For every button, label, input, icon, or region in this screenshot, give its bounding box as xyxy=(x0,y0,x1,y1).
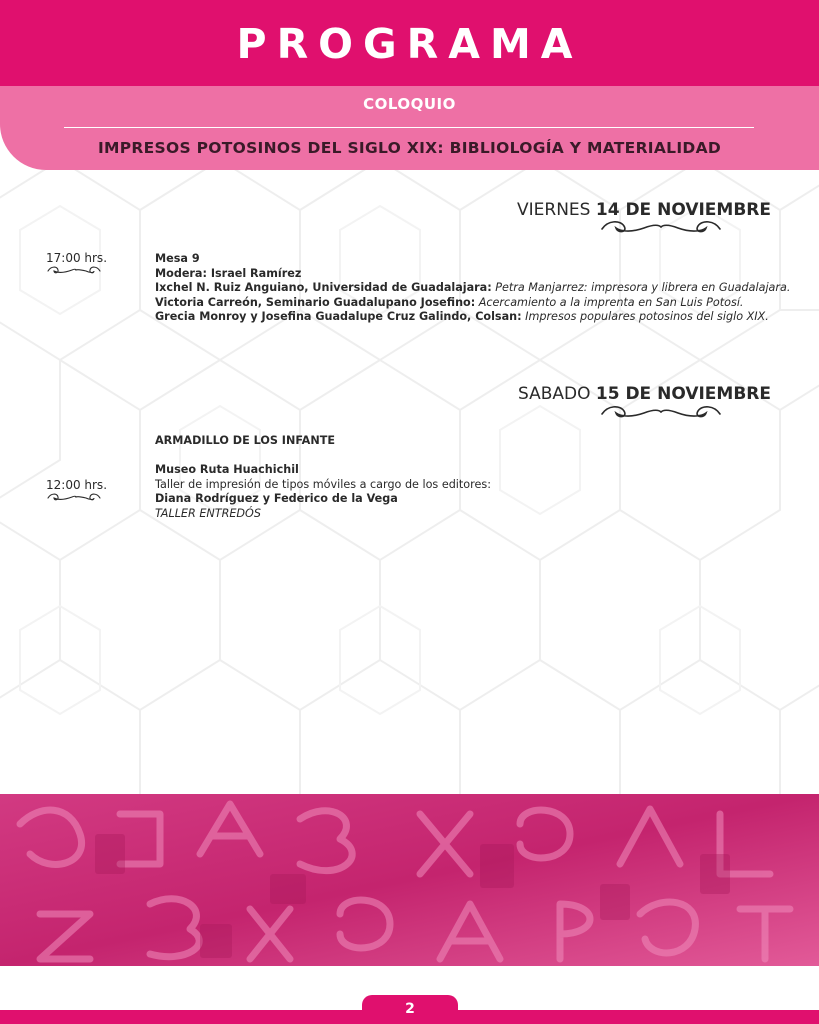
talk-title: Petra Manjarrez: impresora y librera en Guadalajara. xyxy=(495,281,791,295)
day-name: VIERNES xyxy=(517,200,591,220)
talk-speaker: Ixchel N. Ruiz Anguiano, Universidad de Guadalajara: xyxy=(155,281,492,295)
moderator: Modera: Israel Ramírez xyxy=(155,266,302,280)
activity-description: Taller de impresión de tipos móviles a cargo de los editores: xyxy=(155,477,491,491)
day-date: 14 DE NOVIEMBRE xyxy=(595,200,771,220)
editors: Diana Rodríguez y Federico de la Vega xyxy=(155,492,398,506)
organizer: TALLER ENTREDÓS xyxy=(155,506,261,520)
ornamental-flourish-icon xyxy=(600,218,722,236)
talk-speaker: Victoria Carreón, Seminario Guadalupano Josefino: xyxy=(155,295,476,309)
page-number-tab xyxy=(362,995,458,1024)
event-type-label: COLOQUIO xyxy=(363,95,456,113)
day-date: 15 DE NOVIEMBRE xyxy=(595,384,771,404)
time-flourish-icon xyxy=(46,265,102,275)
talk-speaker: Grecia Monroy y Josefina Guadalupe Cruz Galindo, Colsan: xyxy=(155,310,522,324)
day-name: SABADO xyxy=(517,384,591,404)
page-number: 2 xyxy=(405,1001,415,1017)
ornamental-flourish-icon xyxy=(600,403,722,421)
event-title: IMPRESOS POTOSINOS DEL SIGLO XIX: BIBLIOLOGÍA Y MATERIALIDAD xyxy=(97,139,722,157)
session-time: 12:00 hrs. xyxy=(46,478,108,492)
session-time: 17:00 hrs. xyxy=(46,251,108,265)
session-name: Mesa 9 xyxy=(155,252,200,265)
talk-item xyxy=(155,310,795,325)
talk-title: Impresos populares potosinos del siglo XIX. xyxy=(525,310,769,324)
talk-item xyxy=(155,281,795,296)
session-block-workshop xyxy=(155,463,795,521)
day-heading-saturday xyxy=(518,384,771,404)
session-block-mesa-9 xyxy=(155,252,795,325)
divider-line xyxy=(64,127,754,128)
page-title: PROGRAMA xyxy=(236,20,583,68)
time-flourish-icon xyxy=(46,492,102,502)
movable-type-illustration xyxy=(0,794,819,966)
header-bar xyxy=(0,0,819,86)
talk-title: Acercamiento a la imprenta en San Luis Potosí. xyxy=(478,295,744,309)
venue-name: Museo Ruta Huachichil xyxy=(155,463,299,476)
day-heading-friday xyxy=(517,200,771,220)
location-name: ARMADILLO DE LOS INFANTE xyxy=(155,434,335,447)
talk-item xyxy=(155,296,795,311)
location-block xyxy=(155,434,795,449)
subtitle-band xyxy=(0,86,819,170)
movable-type-photo xyxy=(0,794,819,966)
